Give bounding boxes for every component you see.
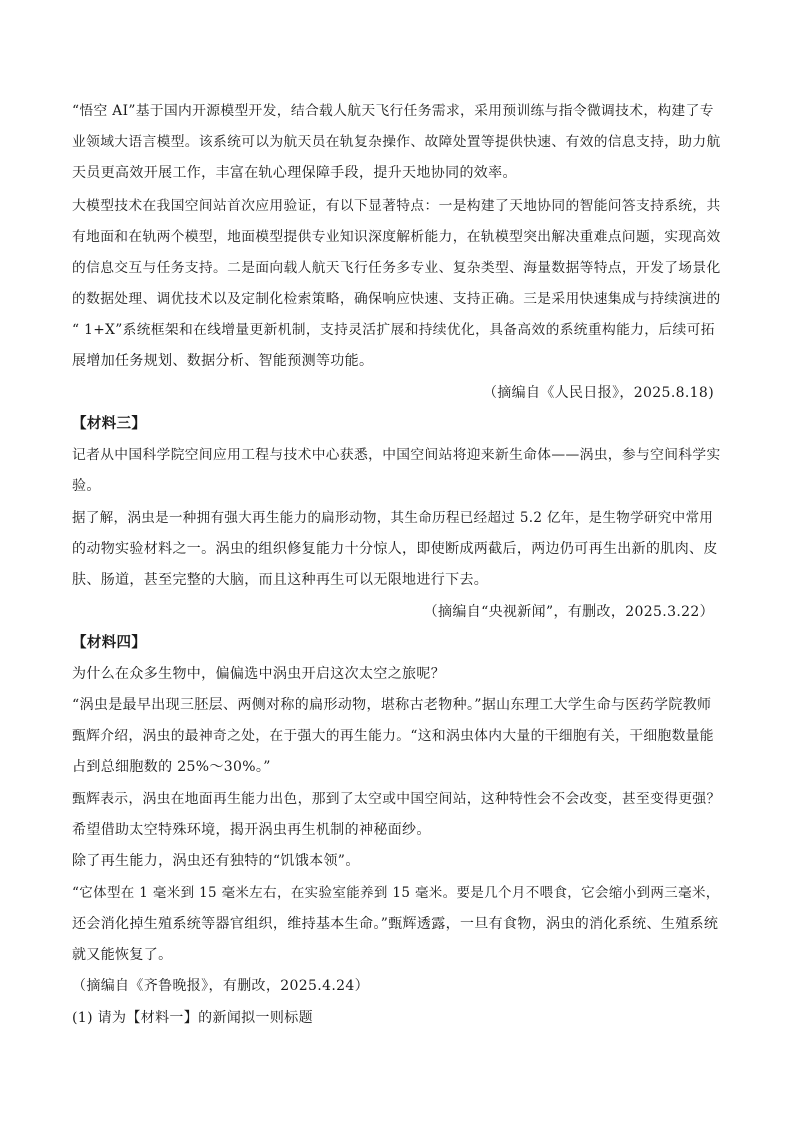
paragraph-line: 的信息交互与任务支持。二是面向载人航天飞行任务多专业、复杂类型、海量数据等特点，开发了场景化 <box>72 260 721 276</box>
paragraph-line: 为什么在众多生物中，偏偏选中涡虫开启这次太空之旅呢？ <box>72 666 446 682</box>
paragraph-line: 希望借助太空特殊环境，揭开涡虫再生机制的神秘面纱。 <box>72 822 431 838</box>
paragraph-line: “它体型在 1 毫米到 15 毫米左右，在实验室能养到 15 毫米。要是几个月不喂食，它会缩小到两三毫米， <box>72 885 720 901</box>
source-citation: （摘编自《人民日报》，2025.8.18) <box>482 385 714 401</box>
paragraph-line: “涡虫是最早出现三胚层、两侧对称的扁形动物，堪称古老物种。”据山东理工大学生命与医药学院教师 <box>72 697 712 713</box>
paragraph-line: 肤、肠道，甚至完整的大脑，而且这种再生可以无限地进行下去。 <box>72 572 489 588</box>
paragraph-line: 业领域大语言模型。该系统可以为航天员在轨复杂操作、故障处置等提供快速、有效的信息支持，助力航 <box>72 134 721 150</box>
paragraph-line: 除了再生能力，涡虫还有独特的“饥饿本领”。 <box>72 853 360 869</box>
section-heading: 【材料四】 <box>72 635 147 651</box>
source-citation: （摘编自《齐鲁晚报》，有删改，2025.4.24） <box>72 978 369 994</box>
paragraph-line: “悟空 AI”基于国内开源模型开发，结合载人航天飞行任务需求，采用预训练与指令微调技术，构建了专 <box>72 103 714 119</box>
paragraph-line: 展增加任务规划、数据分析、智能预测等功能。 <box>72 353 374 369</box>
paragraph-line: 还会消化掉生殖系统等器官组织，维持基本生命。”甄辉透露，一旦有食物，涡虫的消化系统、生殖系统 <box>72 916 719 932</box>
paragraph-line: 天员更高效开展工作，丰富在轨心理保障手段，提升天地协同的效率。 <box>72 165 517 181</box>
paragraph-line: 有地面和在轨两个模型，地面模型提供专业知识深度解析能力，在轨模型突出解决重难点问题，实现高效 <box>72 229 721 245</box>
paragraph-line: 记者从中国科学院空间应用工程与技术中心获悉，中国空间站将迎来新生命体——涡虫，参与空间科学实 <box>72 447 721 463</box>
paragraph-line: 甄辉介绍，涡虫的最神奇之处，在于强大的再生能力。“这和涡虫体内大量的干细胞有关，干细胞数量能 <box>72 728 714 744</box>
paragraph-line: 甄辉表示，涡虫在地面再生能力出色，那到了太空或中国空间站，这种特性会不会改变，甚至变得更强？ <box>72 791 721 807</box>
paragraph-line: 的数据处理、调优技术以及定制化检索策略，确保响应快速、支持正确。三是采用快速集成与持续演进的 <box>72 291 721 307</box>
paragraph-line: “ 1+X”系统框架和在线增量更新机制，支持灵活扩展和持续优化，具备高效的系统重构能力，后续可拓 <box>72 322 715 338</box>
paragraph-line: 据了解，涡虫是一种拥有强大再生能力的扁形动物，其生命历程已经超过 5.2 亿年，是生物学研究中常用 <box>72 510 714 526</box>
paragraph-line: 就又能恢复了。 <box>72 947 173 963</box>
paragraph-line: 占到总细胞数的 25%～30%。” <box>72 759 271 775</box>
question-text: (1) 请为【材料一】的新闻拟一则标题 <box>72 1010 313 1026</box>
section-heading: 【材料三】 <box>72 416 147 432</box>
source-citation: （摘编自“央视新闻”，有删改，2025.3.22） <box>423 604 714 620</box>
paragraph-line: 验。 <box>72 478 101 494</box>
paragraph-line: 的动物实验材料之一。涡虫的组织修复能力十分惊人，即使断成两截后，两边仍可再生出新的肌肉、皮 <box>72 541 718 557</box>
paragraph-line: 大模型技术在我国空间站首次应用验证，有以下显著特点：一是构建了天地协同的智能问答支持系统，共 <box>72 198 721 214</box>
